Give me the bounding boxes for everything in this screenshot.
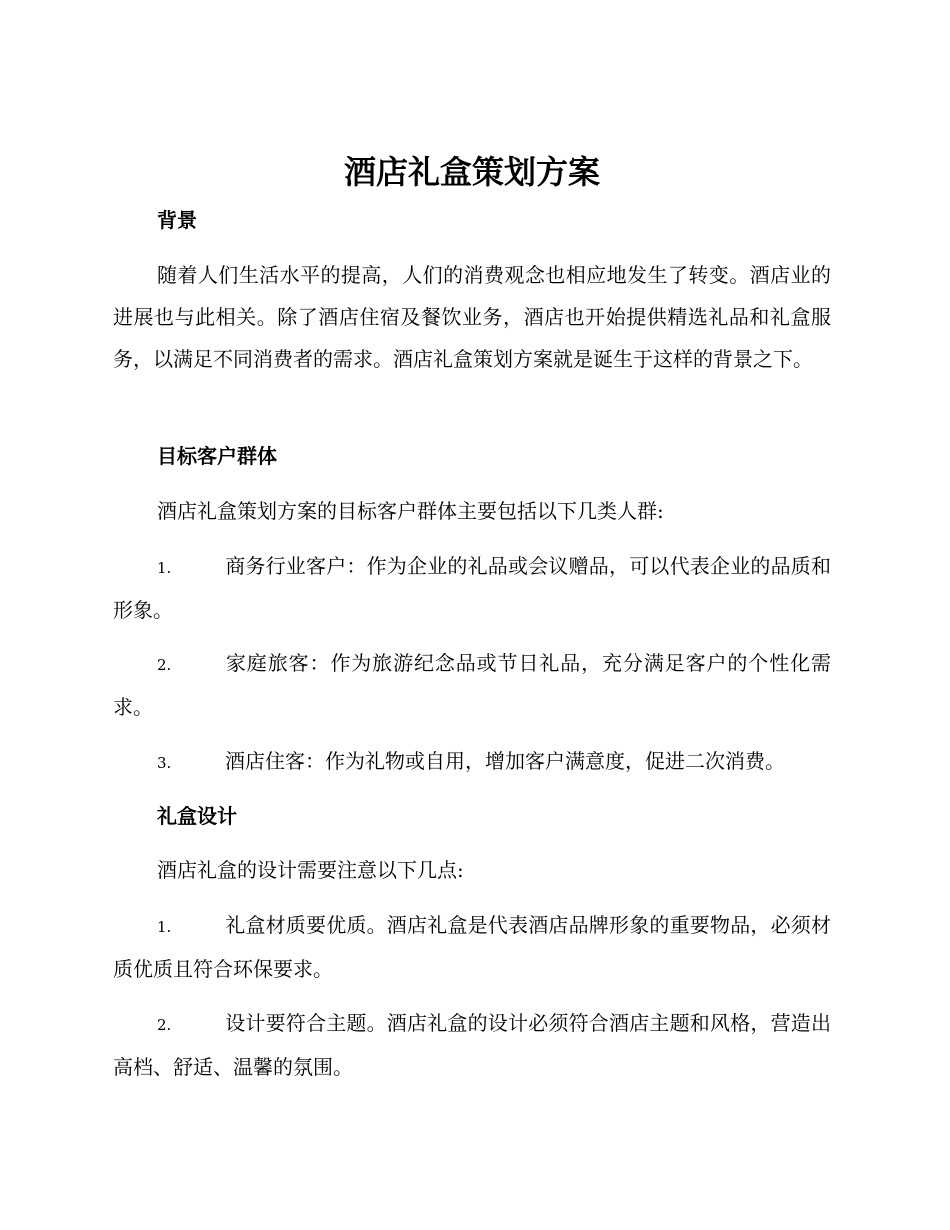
list-item <box>113 740 831 784</box>
section-heading-gift-box-design: 礼盒设计 <box>157 804 237 828</box>
list-item-text: 设计要符合主题。酒店礼盒的设计必须符合酒店主题和风格，营造出高档、舒适、温馨的氛围。 <box>113 1011 831 1079</box>
list-item-number: 2. <box>157 656 172 674</box>
list-item-number: 2. <box>157 1016 172 1034</box>
list-item <box>113 904 831 990</box>
section-intro-gift-box-design: 酒店礼盒的设计需要注意以下几点: <box>157 858 464 882</box>
section-intro-target-customers: 酒店礼盒策划方案的目标客户群体主要包括以下几类人群: <box>157 499 664 523</box>
section-heading-target-customers: 目标客户群体 <box>157 444 277 468</box>
list-item-text: 礼盒材质要优质。酒店礼盒是代表酒店品牌形象的重要物品，必须材质优质且符合环保要求。 <box>113 913 831 981</box>
list-item-text: 家庭旅客：作为旅游纪念品或节日礼品，充分满足客户的个性化需求。 <box>113 651 831 719</box>
list-item-number: 1. <box>157 918 172 936</box>
list-item-text: 商务行业客户：作为企业的礼品或会议赠品，可以代表企业的品质和形象。 <box>113 554 831 622</box>
list-item-number: 3. <box>157 754 172 772</box>
list-item <box>113 1002 831 1088</box>
list-item-number: 1. <box>157 559 172 577</box>
section-heading-background: 背景 <box>157 208 197 232</box>
list-item <box>113 545 831 631</box>
document-title: 酒店礼盒策划方案 <box>343 153 600 191</box>
list-item <box>113 642 831 728</box>
list-item-text: 酒店住客：作为礼物或自用，增加客户满意度，促进二次消费。 <box>225 749 785 773</box>
section-paragraph-background: 随着人们生活水平的提高，人们的消费观念也相应地发生了转变。酒店业的进展也与此相关。除了酒店住宿及餐饮业务，酒店也开始提供精选礼品和礼盒服务，以满足不同消费者的需求。酒店礼盒策划方案就是诞生于这样的背景之下。 <box>113 263 831 371</box>
